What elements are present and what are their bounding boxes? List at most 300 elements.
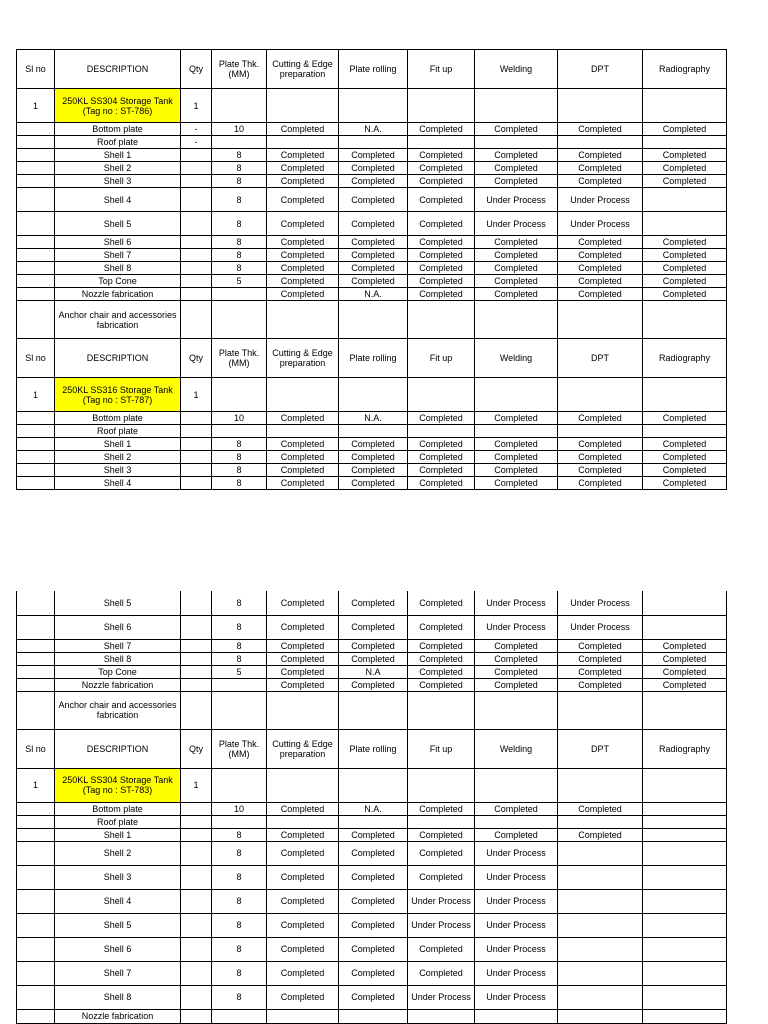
radiography-status [643, 136, 727, 149]
dpt-status: Under Process [558, 615, 643, 639]
serial-number: 1 [17, 89, 55, 123]
item-description: Shell 3 [55, 464, 181, 477]
serial-cell [17, 913, 55, 937]
cutting-status [267, 425, 339, 438]
plate-rolling-status: Completed [339, 889, 408, 913]
plate-rolling-status [339, 815, 408, 828]
qty [181, 451, 212, 464]
fit-up-status: Completed [408, 162, 475, 175]
radiography-status: Completed [643, 652, 727, 665]
radiography-status: Completed [643, 639, 727, 652]
fit-up-status: Completed [408, 464, 475, 477]
item-description: Nozzle fabrication [55, 288, 181, 301]
serial-cell [17, 464, 55, 477]
table-row [17, 841, 727, 865]
plate-rolling-status: N.A [339, 665, 408, 678]
qty [181, 985, 212, 1009]
plate-rolling-status: Completed [339, 464, 408, 477]
table-row [17, 691, 727, 729]
serial-cell [17, 937, 55, 961]
plate-thickness: 8 [212, 639, 267, 652]
header-plate-rolling: Plate rolling [339, 339, 408, 378]
welding-status: Completed [475, 162, 558, 175]
radiography-status [643, 212, 727, 236]
header-fit-up: Fit up [408, 50, 475, 89]
dpt-status: Under Process [558, 591, 643, 615]
dpt-status: Completed [558, 828, 643, 841]
empty-cell [408, 378, 475, 412]
cutting-status: Completed [267, 913, 339, 937]
cutting-status: Completed [267, 639, 339, 652]
welding-status: Completed [475, 639, 558, 652]
empty-cell [558, 768, 643, 802]
table-row [17, 639, 727, 652]
radiography-status: Completed [643, 288, 727, 301]
header-sl-no: Sl no [17, 50, 55, 89]
table-row [17, 288, 727, 301]
fit-up-status: Completed [408, 477, 475, 490]
dpt-status: Completed [558, 438, 643, 451]
qty [181, 913, 212, 937]
table-row [17, 262, 727, 275]
fit-up-status: Completed [408, 175, 475, 188]
cutting-status: Completed [267, 678, 339, 691]
radiography-status: Completed [643, 275, 727, 288]
plate-thickness: 8 [212, 841, 267, 865]
tank-qty: 1 [181, 768, 212, 802]
empty-cell [339, 89, 408, 123]
header-sl-no: Sl no [17, 339, 55, 378]
radiography-status [643, 841, 727, 865]
item-description: Nozzle fabrication [55, 678, 181, 691]
fit-up-status: Completed [408, 275, 475, 288]
plate-rolling-status: Completed [339, 937, 408, 961]
serial-cell [17, 451, 55, 464]
fit-up-status: Completed [408, 236, 475, 249]
fit-up-status: Under Process [408, 913, 475, 937]
serial-cell [17, 985, 55, 1009]
serial-cell [17, 425, 55, 438]
qty [181, 464, 212, 477]
qty [181, 639, 212, 652]
radiography-status: Completed [643, 236, 727, 249]
cutting-status: Completed [267, 123, 339, 136]
serial-cell [17, 961, 55, 985]
cutting-status: Completed [267, 802, 339, 815]
qty [181, 249, 212, 262]
fit-up-status: Completed [408, 123, 475, 136]
welding-status: Completed [475, 464, 558, 477]
table-row [17, 591, 727, 615]
header-qty: Qty [181, 50, 212, 89]
welding-status: Under Process [475, 937, 558, 961]
serial-cell [17, 212, 55, 236]
empty-cell [475, 378, 558, 412]
empty-cell [643, 768, 727, 802]
dpt-status [558, 301, 643, 339]
dpt-status: Under Process [558, 212, 643, 236]
item-description: Shell 8 [55, 262, 181, 275]
plate-rolling-status: Completed [339, 477, 408, 490]
item-description: Shell 6 [55, 615, 181, 639]
radiography-status [643, 425, 727, 438]
fit-up-status: Completed [408, 288, 475, 301]
welding-status: Under Process [475, 985, 558, 1009]
plate-rolling-status [339, 1009, 408, 1023]
plate-thickness [212, 691, 267, 729]
radiography-status: Completed [643, 665, 727, 678]
fit-up-status: Completed [408, 961, 475, 985]
welding-status: Completed [475, 451, 558, 464]
cutting-status: Completed [267, 477, 339, 490]
header-qty: Qty [181, 729, 212, 768]
serial-cell [17, 438, 55, 451]
radiography-status [643, 615, 727, 639]
serial-number: 1 [17, 378, 55, 412]
header-radiography: Radiography [643, 50, 727, 89]
header-plate-rolling: Plate rolling [339, 50, 408, 89]
plate-rolling-status: Completed [339, 652, 408, 665]
dpt-status: Completed [558, 639, 643, 652]
cutting-status [267, 815, 339, 828]
tank-title-row [17, 378, 727, 412]
item-description: Shell 2 [55, 451, 181, 464]
serial-cell [17, 665, 55, 678]
item-description: Nozzle fabrication [55, 1009, 181, 1023]
fit-up-status [408, 301, 475, 339]
table-row [17, 937, 727, 961]
table-row [17, 802, 727, 815]
plate-rolling-status: N.A. [339, 288, 408, 301]
empty-cell [408, 89, 475, 123]
plate-rolling-status [339, 136, 408, 149]
fit-up-status: Completed [408, 802, 475, 815]
header-radiography: Radiography [643, 339, 727, 378]
plate-thickness: 8 [212, 464, 267, 477]
qty [181, 212, 212, 236]
plate-thickness: 8 [212, 249, 267, 262]
header-fit-up: Fit up [408, 339, 475, 378]
tank-name: 250KL SS316 Storage Tank (Tag no : ST-787) [55, 378, 181, 412]
cutting-status: Completed [267, 236, 339, 249]
serial-number: 1 [17, 768, 55, 802]
plate-thickness: 8 [212, 913, 267, 937]
radiography-status: Completed [643, 262, 727, 275]
qty [181, 1009, 212, 1023]
table-row [17, 438, 727, 451]
item-description: Shell 7 [55, 961, 181, 985]
fit-up-status: Completed [408, 591, 475, 615]
serial-cell [17, 149, 55, 162]
empty-cell [475, 89, 558, 123]
serial-cell [17, 136, 55, 149]
table-row [17, 913, 727, 937]
radiography-status: Completed [643, 678, 727, 691]
fit-up-status: Completed [408, 412, 475, 425]
plate-thickness: 8 [212, 985, 267, 1009]
welding-status [475, 691, 558, 729]
serial-cell [17, 249, 55, 262]
item-description: Top Cone [55, 665, 181, 678]
welding-status: Completed [475, 236, 558, 249]
item-description: Shell 3 [55, 865, 181, 889]
fit-up-status: Completed [408, 865, 475, 889]
table-row [17, 678, 727, 691]
serial-cell [17, 301, 55, 339]
progress-table-page-2 [16, 591, 727, 1024]
header-description: DESCRIPTION [55, 729, 181, 768]
dpt-status: Completed [558, 162, 643, 175]
table-row [17, 477, 727, 490]
welding-status: Under Process [475, 889, 558, 913]
plate-rolling-status: Completed [339, 249, 408, 262]
fit-up-status: Completed [408, 828, 475, 841]
header-fit-up: Fit up [408, 729, 475, 768]
fit-up-status [408, 136, 475, 149]
dpt-status: Completed [558, 802, 643, 815]
plate-thickness: 8 [212, 937, 267, 961]
qty [181, 175, 212, 188]
serial-cell [17, 815, 55, 828]
cutting-status: Completed [267, 438, 339, 451]
plate-rolling-status: Completed [339, 678, 408, 691]
item-description: Bottom plate [55, 802, 181, 815]
header-plate-thk: Plate Thk. (MM) [212, 729, 267, 768]
tank-name: 250KL SS304 Storage Tank (Tag no : ST-786) [55, 89, 181, 123]
radiography-status: Completed [643, 451, 727, 464]
fit-up-status: Completed [408, 937, 475, 961]
cutting-status: Completed [267, 889, 339, 913]
cutting-status: Completed [267, 615, 339, 639]
item-description: Shell 4 [55, 188, 181, 212]
welding-status: Under Process [475, 188, 558, 212]
radiography-status [643, 985, 727, 1009]
fit-up-status: Completed [408, 841, 475, 865]
qty [181, 865, 212, 889]
radiography-status: Completed [643, 438, 727, 451]
cutting-status: Completed [267, 652, 339, 665]
welding-status: Under Process [475, 913, 558, 937]
radiography-status [643, 961, 727, 985]
plate-rolling-status: Completed [339, 262, 408, 275]
cutting-status [267, 136, 339, 149]
plate-rolling-status: Completed [339, 451, 408, 464]
plate-thickness: 8 [212, 149, 267, 162]
dpt-status [558, 815, 643, 828]
dpt-status [558, 913, 643, 937]
qty [181, 262, 212, 275]
table-row [17, 652, 727, 665]
table-row [17, 889, 727, 913]
tank-title-row [17, 768, 727, 802]
plate-thickness: 8 [212, 477, 267, 490]
table-row [17, 865, 727, 889]
plate-thickness [212, 301, 267, 339]
qty [181, 149, 212, 162]
plate-thickness: 8 [212, 175, 267, 188]
plate-rolling-status: Completed [339, 275, 408, 288]
dpt-status: Completed [558, 175, 643, 188]
header-plate-rolling: Plate rolling [339, 729, 408, 768]
dpt-status: Completed [558, 412, 643, 425]
plate-rolling-status: Completed [339, 162, 408, 175]
empty-cell [643, 378, 727, 412]
dpt-status: Completed [558, 149, 643, 162]
plate-rolling-status: Completed [339, 913, 408, 937]
welding-status: Completed [475, 477, 558, 490]
item-description: Shell 5 [55, 212, 181, 236]
cutting-status: Completed [267, 828, 339, 841]
qty [181, 275, 212, 288]
radiography-status [643, 828, 727, 841]
qty [181, 678, 212, 691]
welding-status: Under Process [475, 615, 558, 639]
serial-cell [17, 162, 55, 175]
item-description: Shell 8 [55, 985, 181, 1009]
welding-status [475, 301, 558, 339]
plate-thickness [212, 815, 267, 828]
dpt-status: Completed [558, 665, 643, 678]
header-description: DESCRIPTION [55, 50, 181, 89]
table-row [17, 301, 727, 339]
welding-status: Completed [475, 412, 558, 425]
item-description: Shell 1 [55, 828, 181, 841]
qty [181, 477, 212, 490]
plate-thickness: 10 [212, 802, 267, 815]
item-description: Anchor chair and accessories fabrication [55, 691, 181, 729]
dpt-status [558, 425, 643, 438]
serial-cell [17, 262, 55, 275]
qty [181, 961, 212, 985]
column-header-row [17, 50, 727, 89]
item-description: Shell 2 [55, 841, 181, 865]
plate-thickness: 8 [212, 212, 267, 236]
serial-cell [17, 889, 55, 913]
header-welding: Welding [475, 729, 558, 768]
empty-cell [212, 378, 267, 412]
dpt-status: Completed [558, 464, 643, 477]
empty-cell [267, 768, 339, 802]
dpt-status [558, 841, 643, 865]
table-row [17, 175, 727, 188]
welding-status [475, 1009, 558, 1023]
fit-up-status: Completed [408, 678, 475, 691]
radiography-status [643, 591, 727, 615]
empty-cell [212, 89, 267, 123]
header-plate-thk: Plate Thk. (MM) [212, 50, 267, 89]
cutting-status: Completed [267, 865, 339, 889]
serial-cell [17, 802, 55, 815]
fit-up-status: Completed [408, 188, 475, 212]
dpt-status: Completed [558, 123, 643, 136]
header-radiography: Radiography [643, 729, 727, 768]
qty [181, 412, 212, 425]
qty [181, 615, 212, 639]
qty [181, 591, 212, 615]
radiography-status: Completed [643, 477, 727, 490]
cutting-status: Completed [267, 961, 339, 985]
plate-rolling-status: Completed [339, 591, 408, 615]
cutting-status: Completed [267, 841, 339, 865]
dpt-status: Completed [558, 288, 643, 301]
radiography-status [643, 802, 727, 815]
dpt-status: Completed [558, 275, 643, 288]
plate-rolling-status [339, 425, 408, 438]
plate-thickness [212, 425, 267, 438]
plate-thickness: 10 [212, 123, 267, 136]
cutting-status: Completed [267, 937, 339, 961]
plate-thickness: 8 [212, 961, 267, 985]
plate-rolling-status: N.A. [339, 802, 408, 815]
header-sl-no: Sl no [17, 729, 55, 768]
plate-rolling-status [339, 301, 408, 339]
header-cutting: Cutting & Edge preparation [267, 729, 339, 768]
radiography-status: Completed [643, 149, 727, 162]
table-row [17, 1009, 727, 1023]
cutting-status: Completed [267, 275, 339, 288]
dpt-status: Under Process [558, 188, 643, 212]
radiography-status: Completed [643, 464, 727, 477]
fit-up-status: Completed [408, 451, 475, 464]
header-welding: Welding [475, 50, 558, 89]
plate-thickness: 8 [212, 236, 267, 249]
dpt-status [558, 985, 643, 1009]
item-description: Shell 5 [55, 913, 181, 937]
header-qty: Qty [181, 339, 212, 378]
welding-status: Completed [475, 123, 558, 136]
item-description: Shell 8 [55, 652, 181, 665]
fit-up-status: Completed [408, 262, 475, 275]
serial-cell [17, 188, 55, 212]
radiography-status: Completed [643, 123, 727, 136]
table-row [17, 464, 727, 477]
plate-thickness [212, 136, 267, 149]
table-row [17, 828, 727, 841]
plate-rolling-status: Completed [339, 212, 408, 236]
plate-rolling-status: Completed [339, 188, 408, 212]
plate-rolling-status: Completed [339, 149, 408, 162]
serial-cell [17, 691, 55, 729]
serial-cell [17, 639, 55, 652]
item-description: Shell 1 [55, 149, 181, 162]
welding-status: Completed [475, 828, 558, 841]
table-row [17, 815, 727, 828]
welding-status: Completed [475, 262, 558, 275]
item-description: Shell 3 [55, 175, 181, 188]
cutting-status: Completed [267, 451, 339, 464]
plate-rolling-status: Completed [339, 961, 408, 985]
welding-status: Completed [475, 438, 558, 451]
fit-up-status [408, 815, 475, 828]
serial-cell [17, 841, 55, 865]
qty [181, 425, 212, 438]
header-description: DESCRIPTION [55, 339, 181, 378]
table-row [17, 162, 727, 175]
cutting-status: Completed [267, 464, 339, 477]
table-row [17, 149, 727, 162]
empty-cell [558, 378, 643, 412]
qty [181, 288, 212, 301]
table-row [17, 212, 727, 236]
qty [181, 889, 212, 913]
item-description: Shell 6 [55, 937, 181, 961]
empty-cell [212, 768, 267, 802]
plate-thickness: 8 [212, 451, 267, 464]
cutting-status: Completed [267, 412, 339, 425]
item-description: Shell 7 [55, 249, 181, 262]
progress-table-page-1 [16, 49, 727, 490]
dpt-status: Completed [558, 451, 643, 464]
